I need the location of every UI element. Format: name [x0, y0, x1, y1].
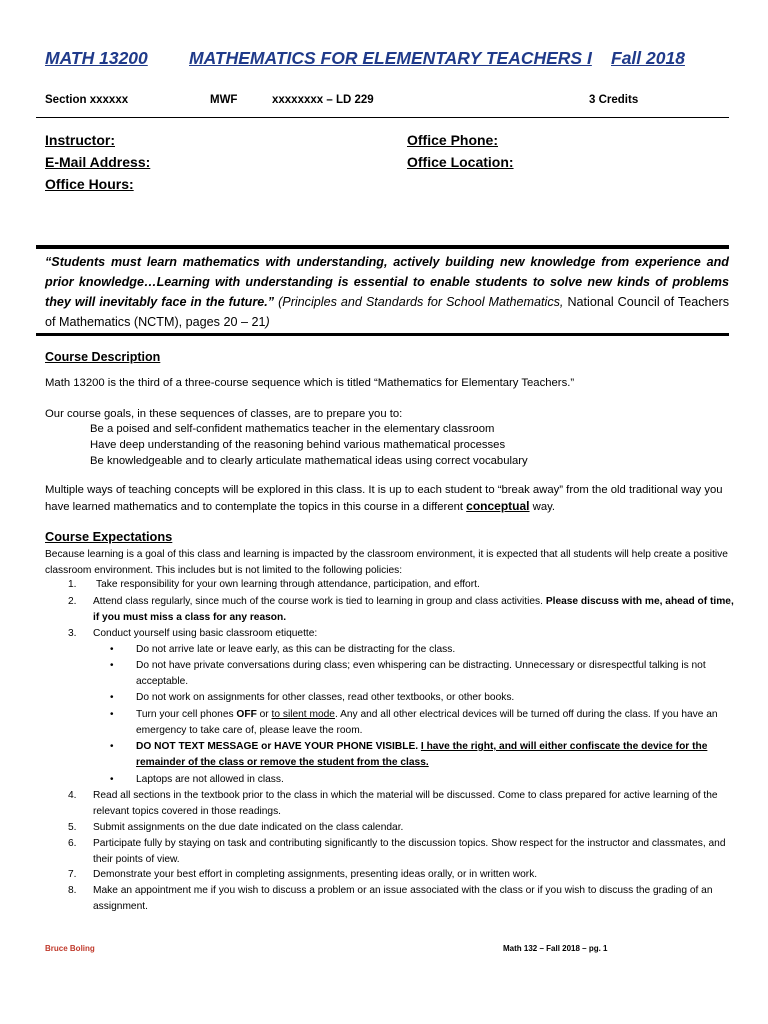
credits: 3 Credits [589, 94, 639, 106]
expectation-item-2: 2. Attend class regularly, since much of the course work is tied to learning in group and class activities. Please discuss with me, ahead of time, if you must miss a class for any reason. [68, 596, 734, 623]
description-paragraph-3: Multiple ways of teaching concepts will be explored in this class. It is up to each student to “break away” from the old traditional way you have learned mathematics and to contemplate the topics in this course in a different conceptual way. [45, 484, 723, 513]
course-code: MATH 13200 [45, 48, 148, 68]
syllabus-page: MATH 13200 MATHEMATICS FOR ELEMENTARY TEACHERS I Fall 2018 Section xxxxxx MWF xxxxxxxx – LD 229 3 Credits Instructor: E-Mail Address: Office Hours: Office Phone: Office Location: “Students must learn mathematics with understanding, actively building new knowledge from experience and prior knowledge…Learning with understanding is essential to enable students to solve new kinds of problems they will inevitably face in the future.” (Principles and Standards for School Mathematics, National Council of Teachers of Mathematics (NCTM), pages 20 – 21) Course Description Math 13200 is the third of a three-course sequence which is titled “Mathematics for Elementary Teachers.” Our course goals, in these sequences of classes, are to prepare you to: Be a poised and self-confident mathematics teacher in the elementary classroom Have deep understanding of the reasoning behind various mathematical processes Be knowledgeable and to clearly articulate mathematical ideas using correct vocabulary Multiple ways of teaching concepts will be explored in this class. It is up to each student to “break away” from the old traditional way you have learned mathematics and to contemplate the topics in this course in a different conceptual way. Course Expectations Because learning is a goal of this class and learning is impacted by the classroom environment, it is expected that all students will help create a positive classroom environment. This includes but is not limited to the following policies: 1. Take responsibility for your own learning through attendance, participation, and effort. 2. Attend class regularly, since much of the course work is tied to learning in group and class activities. Please discuss with me, ahead of time, if you must miss a class for any reason. 3. Conduct yourself using basic classroom etiquette: • Do not arrive late or leave early, as this can be distracting for the class. • Do not have private conversations during class; even whispering can be distracting. Unnecessary or disrespectful talking is not acceptable. • Do not work on assignments for other classes, read other textbooks, or other books. • Turn your cell phones OFF or to silent mode. Any and all other electrical devices will be turned off during the class. If you have an emergency to take care of, please leave the room. • DO NOT TEXT MESSAGE or HAVE YOUR PHONE VISIBLE. I have the right, and will either confiscate the device for the remainder of the class or remove the student from the class. • Laptops are not allowed in class. 4. Read all sections in the textbook prior to the class in which the material will be discussed. Come to class prepared for active learning of the relevant topics covered in those readings. 5. Submit assignments on the due date indicated on the class calendar. 6. Participate fully by staying on task and contributing significantly to the discussion topics. Show respect for the instructor and classmates, and their points of view. 7. Demonstrate your best effort in completing assignments, presenting ideas orally, or in written work. 8. Make an appointment me if you wish to discuss a problem or an issue associated with the class or if you wish to discuss the grading of an assignment. Bruce Boling Math 132 – Fall 2018 – pg. 1 [0, 0, 768, 1024]
course-term: Fall 2018 [611, 48, 685, 68]
quote-bottom-rule [36, 333, 729, 336]
header-divider [36, 117, 729, 118]
conceptual-emphasis: conceptual [466, 499, 530, 513]
meeting-days: MWF [210, 94, 238, 106]
goal-item: Be knowledgeable and to clearly articulate mathematical ideas using correct vocabulary [90, 455, 528, 467]
footer-author: Bruce Boling [45, 944, 95, 953]
quote-text: “Students must learn mathematics with understanding, actively building new knowledge from experience and prior knowledge…Learning with understanding is essential to enable students to solve new kinds of problems they will inevitably face in the future.” [45, 255, 729, 309]
footer-page-number: Math 132 – Fall 2018 – pg. 1 [503, 944, 608, 953]
course-description-heading: Course Description [45, 350, 161, 364]
nctm-quote: “Students must learn mathematics with understanding, actively building new knowledge from experience and prior knowledge…Learning with understanding is essential to enable students to solve new kinds of problems they will inevitably face in the future.” (Principles and Standards for School Mathematics, National Council of Teachers of Mathematics (NCTM), pages 20 – 21) [45, 255, 730, 329]
quote-top-rule [36, 245, 729, 249]
office-hours-label: Office Hours: [45, 176, 134, 192]
course-title: MATHEMATICS FOR ELEMENTARY TEACHERS I [189, 48, 592, 68]
meeting-room: xxxxxxxx – LD 229 [272, 94, 374, 106]
goal-item: Be a poised and self-confident mathematics teacher in the elementary classroom [90, 423, 495, 435]
section-number: Section xxxxxx [45, 94, 129, 106]
description-paragraph-1: Math 13200 is the third of a three-course sequence which is titled “Mathematics for Elementary Teachers.” [45, 377, 575, 389]
quote-source-title: (Principles and Standards for School Mathematics, [278, 295, 564, 309]
expectations-intro: Because learning is a goal of this class and learning is impacted by the classroom environment, it is expected that all students will help create a positive classroom environment. This includes but is not limited to the following policies: [45, 549, 728, 576]
office-phone-label: Office Phone: [407, 132, 499, 148]
instructor-label: Instructor: [45, 132, 115, 148]
quote-source-org: National Council of Teachers of Mathematics (NCTM), pages 20 – 21 [45, 295, 730, 329]
email-label: E-Mail Address: [45, 154, 151, 170]
goal-item: Have deep understanding of the reasoning behind various mathematical processes [90, 439, 506, 451]
course-expectations-heading: Course Expectations [45, 529, 173, 544]
office-location-label: Office Location: [407, 154, 514, 170]
description-paragraph-2: Our course goals, in these sequences of classes, are to prepare you to: [45, 408, 403, 420]
